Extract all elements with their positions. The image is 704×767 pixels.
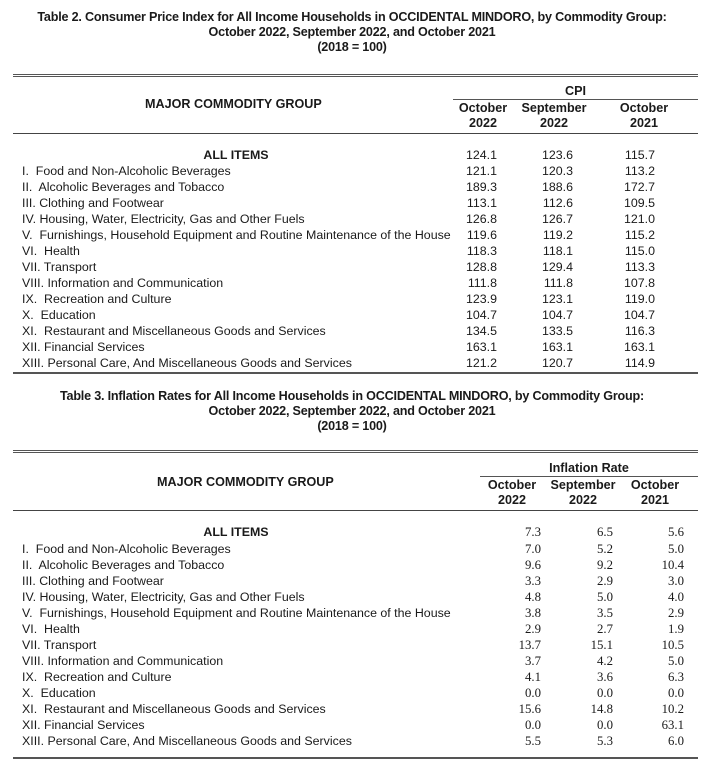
- table-cell-value: 5.3: [597, 734, 613, 748]
- table-cell-value: 5.5: [525, 734, 541, 748]
- table-cell-value: 0.0: [525, 686, 541, 700]
- table-cell-value: 133.5: [541, 324, 573, 338]
- table2-header-rule: [13, 133, 698, 134]
- table3-title-line: October 2022, September 2022, and October 2021: [208, 404, 496, 418]
- table-cell-value: 120.3: [541, 164, 573, 178]
- table3-span-header: Inflation Rate: [549, 461, 629, 475]
- table-cell-value: 113.1: [466, 196, 497, 210]
- table-cell-value: 123.9: [465, 292, 497, 306]
- table-row: [0, 573, 704, 589]
- table-cell-value: 111.8: [467, 276, 497, 290]
- table-cell-value: 119.2: [542, 228, 573, 242]
- table-cell-value: 2.9: [525, 622, 541, 636]
- row-label: VI. Health: [22, 244, 80, 258]
- table3-col-header-oct2022: [482, 478, 542, 508]
- table2-span-rule: [453, 99, 698, 100]
- table2-bottom-rule: [13, 372, 698, 374]
- row-label: VI. Health: [22, 622, 80, 636]
- row-label: IX. Recreation and Culture: [22, 292, 172, 306]
- table-cell-value: 112.6: [542, 196, 573, 210]
- col-header-line1: October: [487, 478, 537, 492]
- table-row-all-items: [0, 147, 704, 163]
- table-row: [0, 637, 704, 653]
- all-items-label: ALL ITEMS: [203, 148, 269, 162]
- table-cell-value: 10.4: [661, 558, 684, 572]
- table-cell-value: 5.2: [597, 542, 613, 556]
- table-cell-value: 114.9: [624, 356, 655, 370]
- row-label: XI. Restaurant and Miscellaneous Goods and Services: [22, 324, 326, 338]
- table-cell-value: 5.6: [668, 525, 684, 539]
- table-row: [0, 259, 704, 275]
- table-row: [0, 653, 704, 669]
- table-cell-value: 121.2: [465, 356, 497, 370]
- row-label: VII. Transport: [22, 638, 97, 652]
- table-row: [0, 291, 704, 307]
- table-cell-value: 120.7: [541, 356, 573, 370]
- row-label: I. Food and Non-Alcoholic Beverages: [22, 542, 231, 556]
- table2-col-header-sep2022: [518, 101, 590, 131]
- table-cell-value: 163.1: [623, 340, 655, 354]
- table-cell-value: 126.7: [541, 212, 573, 226]
- table-row: [0, 323, 704, 339]
- table-cell-value: 128.8: [465, 260, 497, 274]
- col-header-line2: 2022: [468, 116, 498, 130]
- table-cell-value: 123.1: [541, 292, 573, 306]
- table-cell-value: 3.5: [597, 606, 613, 620]
- table-cell-value: 3.8: [525, 606, 541, 620]
- table-cell-value: 118.1: [542, 244, 573, 258]
- table-cell-value: 14.8: [590, 702, 613, 716]
- row-label: VIII. Information and Communication: [22, 654, 224, 668]
- table2-group-header: MAJOR COMMODITY GROUP: [145, 97, 322, 111]
- row-label: XIII. Personal Care, And Miscellaneous Goods and Services: [22, 356, 352, 370]
- table-cell-value: 104.7: [623, 308, 655, 322]
- table2-title-line: October 2022, September 2022, and October 2021: [208, 25, 496, 39]
- table-row: [0, 339, 704, 355]
- table3-bottom-rule: [13, 757, 698, 759]
- table-row: [0, 227, 704, 243]
- table2-title-line: Table 2. Consumer Price Index for All Income Households in OCCIDENTAL MINDORO, by Commodity Group:: [37, 10, 667, 24]
- table-cell-value: 189.3: [465, 180, 497, 194]
- row-label: XIII. Personal Care, And Miscellaneous Goods and Services: [22, 734, 352, 748]
- row-label: V. Furnishings, Household Equipment and Routine Maintenance of the House: [22, 606, 451, 620]
- table-cell-value: 4.0: [668, 590, 684, 604]
- table-cell-value: 3.6: [597, 670, 613, 684]
- table-cell-value: 163.1: [541, 340, 573, 354]
- table-row: [0, 685, 704, 701]
- row-label: X. Education: [22, 308, 96, 322]
- table-row: [0, 243, 704, 259]
- table-cell-value: 0.0: [597, 718, 613, 732]
- table-cell-value: 115.0: [624, 244, 655, 258]
- table-cell-value: 116.3: [624, 324, 655, 338]
- table-cell-value: 4.8: [525, 590, 541, 604]
- col-header-line1: October: [458, 101, 508, 115]
- table-cell-value: 123.6: [541, 148, 573, 162]
- table-cell-value: 5.0: [668, 542, 684, 556]
- table-row: [0, 179, 704, 195]
- row-label: XII. Financial Services: [22, 340, 145, 354]
- table3-top-rule: [13, 450, 698, 453]
- table2-title: [0, 10, 704, 55]
- table3-title: [0, 389, 704, 434]
- table-row: [0, 195, 704, 211]
- row-label: XII. Financial Services: [22, 718, 145, 732]
- table-cell-value: 134.5: [465, 324, 497, 338]
- row-label: VIII. Information and Communication: [22, 276, 224, 290]
- row-label: IX. Recreation and Culture: [22, 670, 172, 684]
- table-cell-value: 6.3: [668, 670, 684, 684]
- row-label: III. Clothing and Footwear: [22, 574, 164, 588]
- table3-col-header-sep2022: [547, 478, 619, 508]
- table-cell-value: 10.5: [661, 638, 684, 652]
- table-cell-value: 104.7: [465, 308, 497, 322]
- table-cell-value: 2.9: [597, 574, 613, 588]
- table-cell-value: 124.1: [465, 148, 497, 162]
- table-row-all-items: [0, 523, 704, 541]
- table-cell-value: 7.0: [525, 542, 541, 556]
- table-row: [0, 163, 704, 179]
- table-row: [0, 669, 704, 685]
- table-cell-value: 3.0: [668, 574, 684, 588]
- table2-title-line: (2018 = 100): [317, 40, 387, 54]
- table-cell-value: 111.8: [543, 276, 573, 290]
- table-cell-value: 3.7: [525, 654, 541, 668]
- row-label: II. Alcoholic Beverages and Tobacco: [22, 558, 225, 572]
- table-cell-value: 10.2: [661, 702, 684, 716]
- table-cell-value: 104.7: [541, 308, 573, 322]
- table-cell-value: 15.6: [518, 702, 541, 716]
- table-cell-value: 113.3: [624, 260, 655, 274]
- table-cell-value: 7.3: [525, 525, 541, 539]
- row-label: I. Food and Non-Alcoholic Beverages: [22, 164, 231, 178]
- table-cell-value: 0.0: [597, 686, 613, 700]
- table-row: [0, 605, 704, 621]
- table-cell-value: 3.3: [525, 574, 541, 588]
- table-cell-value: 119.6: [466, 228, 497, 242]
- table-cell-value: 1.9: [668, 622, 684, 636]
- table2-span-header: CPI: [565, 84, 586, 98]
- table-row: [0, 589, 704, 605]
- table-cell-value: 0.0: [525, 718, 541, 732]
- table-row: [0, 557, 704, 573]
- table-cell-value: 9.2: [597, 558, 613, 572]
- table-cell-value: 6.5: [597, 525, 613, 539]
- table-cell-value: 119.0: [624, 292, 655, 306]
- col-header-line2: 2022: [497, 493, 527, 507]
- table3-body: [0, 523, 704, 749]
- table-cell-value: 115.2: [624, 228, 655, 242]
- col-header-line1: September: [521, 101, 587, 115]
- table-cell-value: 6.0: [668, 734, 684, 748]
- table3-group-header: MAJOR COMMODITY GROUP: [157, 475, 334, 489]
- table-cell-value: 121.0: [623, 212, 655, 226]
- col-header-line2: 2021: [629, 116, 659, 130]
- table-cell-value: 13.7: [518, 638, 541, 652]
- row-label: VII. Transport: [22, 260, 97, 274]
- table-cell-value: 118.3: [466, 244, 497, 258]
- table-row: [0, 307, 704, 323]
- table-cell-value: 0.0: [668, 686, 684, 700]
- table2-col-header-oct2021: [612, 101, 676, 131]
- row-label: III. Clothing and Footwear: [22, 196, 164, 210]
- table-cell-value: 2.7: [597, 622, 613, 636]
- table-cell-value: 113.2: [624, 164, 655, 178]
- table-cell-value: 172.7: [623, 180, 655, 194]
- table-row: [0, 621, 704, 637]
- row-label: II. Alcoholic Beverages and Tobacco: [22, 180, 225, 194]
- table-row: [0, 211, 704, 227]
- all-items-label: ALL ITEMS: [203, 525, 269, 539]
- table-cell-value: 5.0: [668, 654, 684, 668]
- table-row: [0, 717, 704, 733]
- table-cell-value: 126.8: [465, 212, 497, 226]
- table-cell-value: 107.8: [623, 276, 655, 290]
- table-cell-value: 9.6: [525, 558, 541, 572]
- table-cell-value: 121.1: [465, 164, 497, 178]
- row-label: V. Furnishings, Household Equipment and Routine Maintenance of the House: [22, 228, 451, 242]
- row-label: XI. Restaurant and Miscellaneous Goods and Services: [22, 702, 326, 716]
- table2-body: [0, 147, 704, 371]
- table-cell-value: 109.5: [623, 196, 655, 210]
- col-header-line1: October: [619, 101, 669, 115]
- row-label: IV. Housing, Water, Electricity, Gas and Other Fuels: [22, 590, 305, 604]
- table3-title-line: Table 3. Inflation Rates for All Income Households in OCCIDENTAL MINDORO, by Commodity Group:: [59, 389, 645, 403]
- col-header-line2: 2022: [539, 116, 569, 130]
- table3-span-rule: [480, 476, 698, 477]
- table-cell-value: 163.1: [465, 340, 497, 354]
- table-cell-value: 63.1: [661, 718, 684, 732]
- table-cell-value: 15.1: [590, 638, 613, 652]
- table3-title-line: (2018 = 100): [317, 419, 387, 433]
- table-row: [0, 701, 704, 717]
- table-row: [0, 355, 704, 371]
- table2-top-rule: [13, 74, 698, 77]
- row-label: X. Education: [22, 686, 96, 700]
- table-cell-value: 115.7: [624, 148, 655, 162]
- col-header-line2: 2022: [568, 493, 598, 507]
- table-cell-value: 129.4: [541, 260, 573, 274]
- table3-col-header-oct2021: [626, 478, 684, 508]
- table-row: [0, 541, 704, 557]
- table-row: [0, 275, 704, 291]
- table-row: [0, 733, 704, 749]
- table-cell-value: 5.0: [597, 590, 613, 604]
- table2-col-header-oct2022: [453, 101, 513, 131]
- row-label: IV. Housing, Water, Electricity, Gas and Other Fuels: [22, 212, 305, 226]
- table-cell-value: 4.2: [597, 654, 613, 668]
- col-header-line1: October: [630, 478, 680, 492]
- col-header-line1: September: [550, 478, 616, 492]
- table-cell-value: 2.9: [668, 606, 684, 620]
- table-cell-value: 188.6: [541, 180, 573, 194]
- table-cell-value: 4.1: [525, 670, 541, 684]
- col-header-line2: 2021: [640, 493, 670, 507]
- table3-header-rule: [13, 510, 698, 511]
